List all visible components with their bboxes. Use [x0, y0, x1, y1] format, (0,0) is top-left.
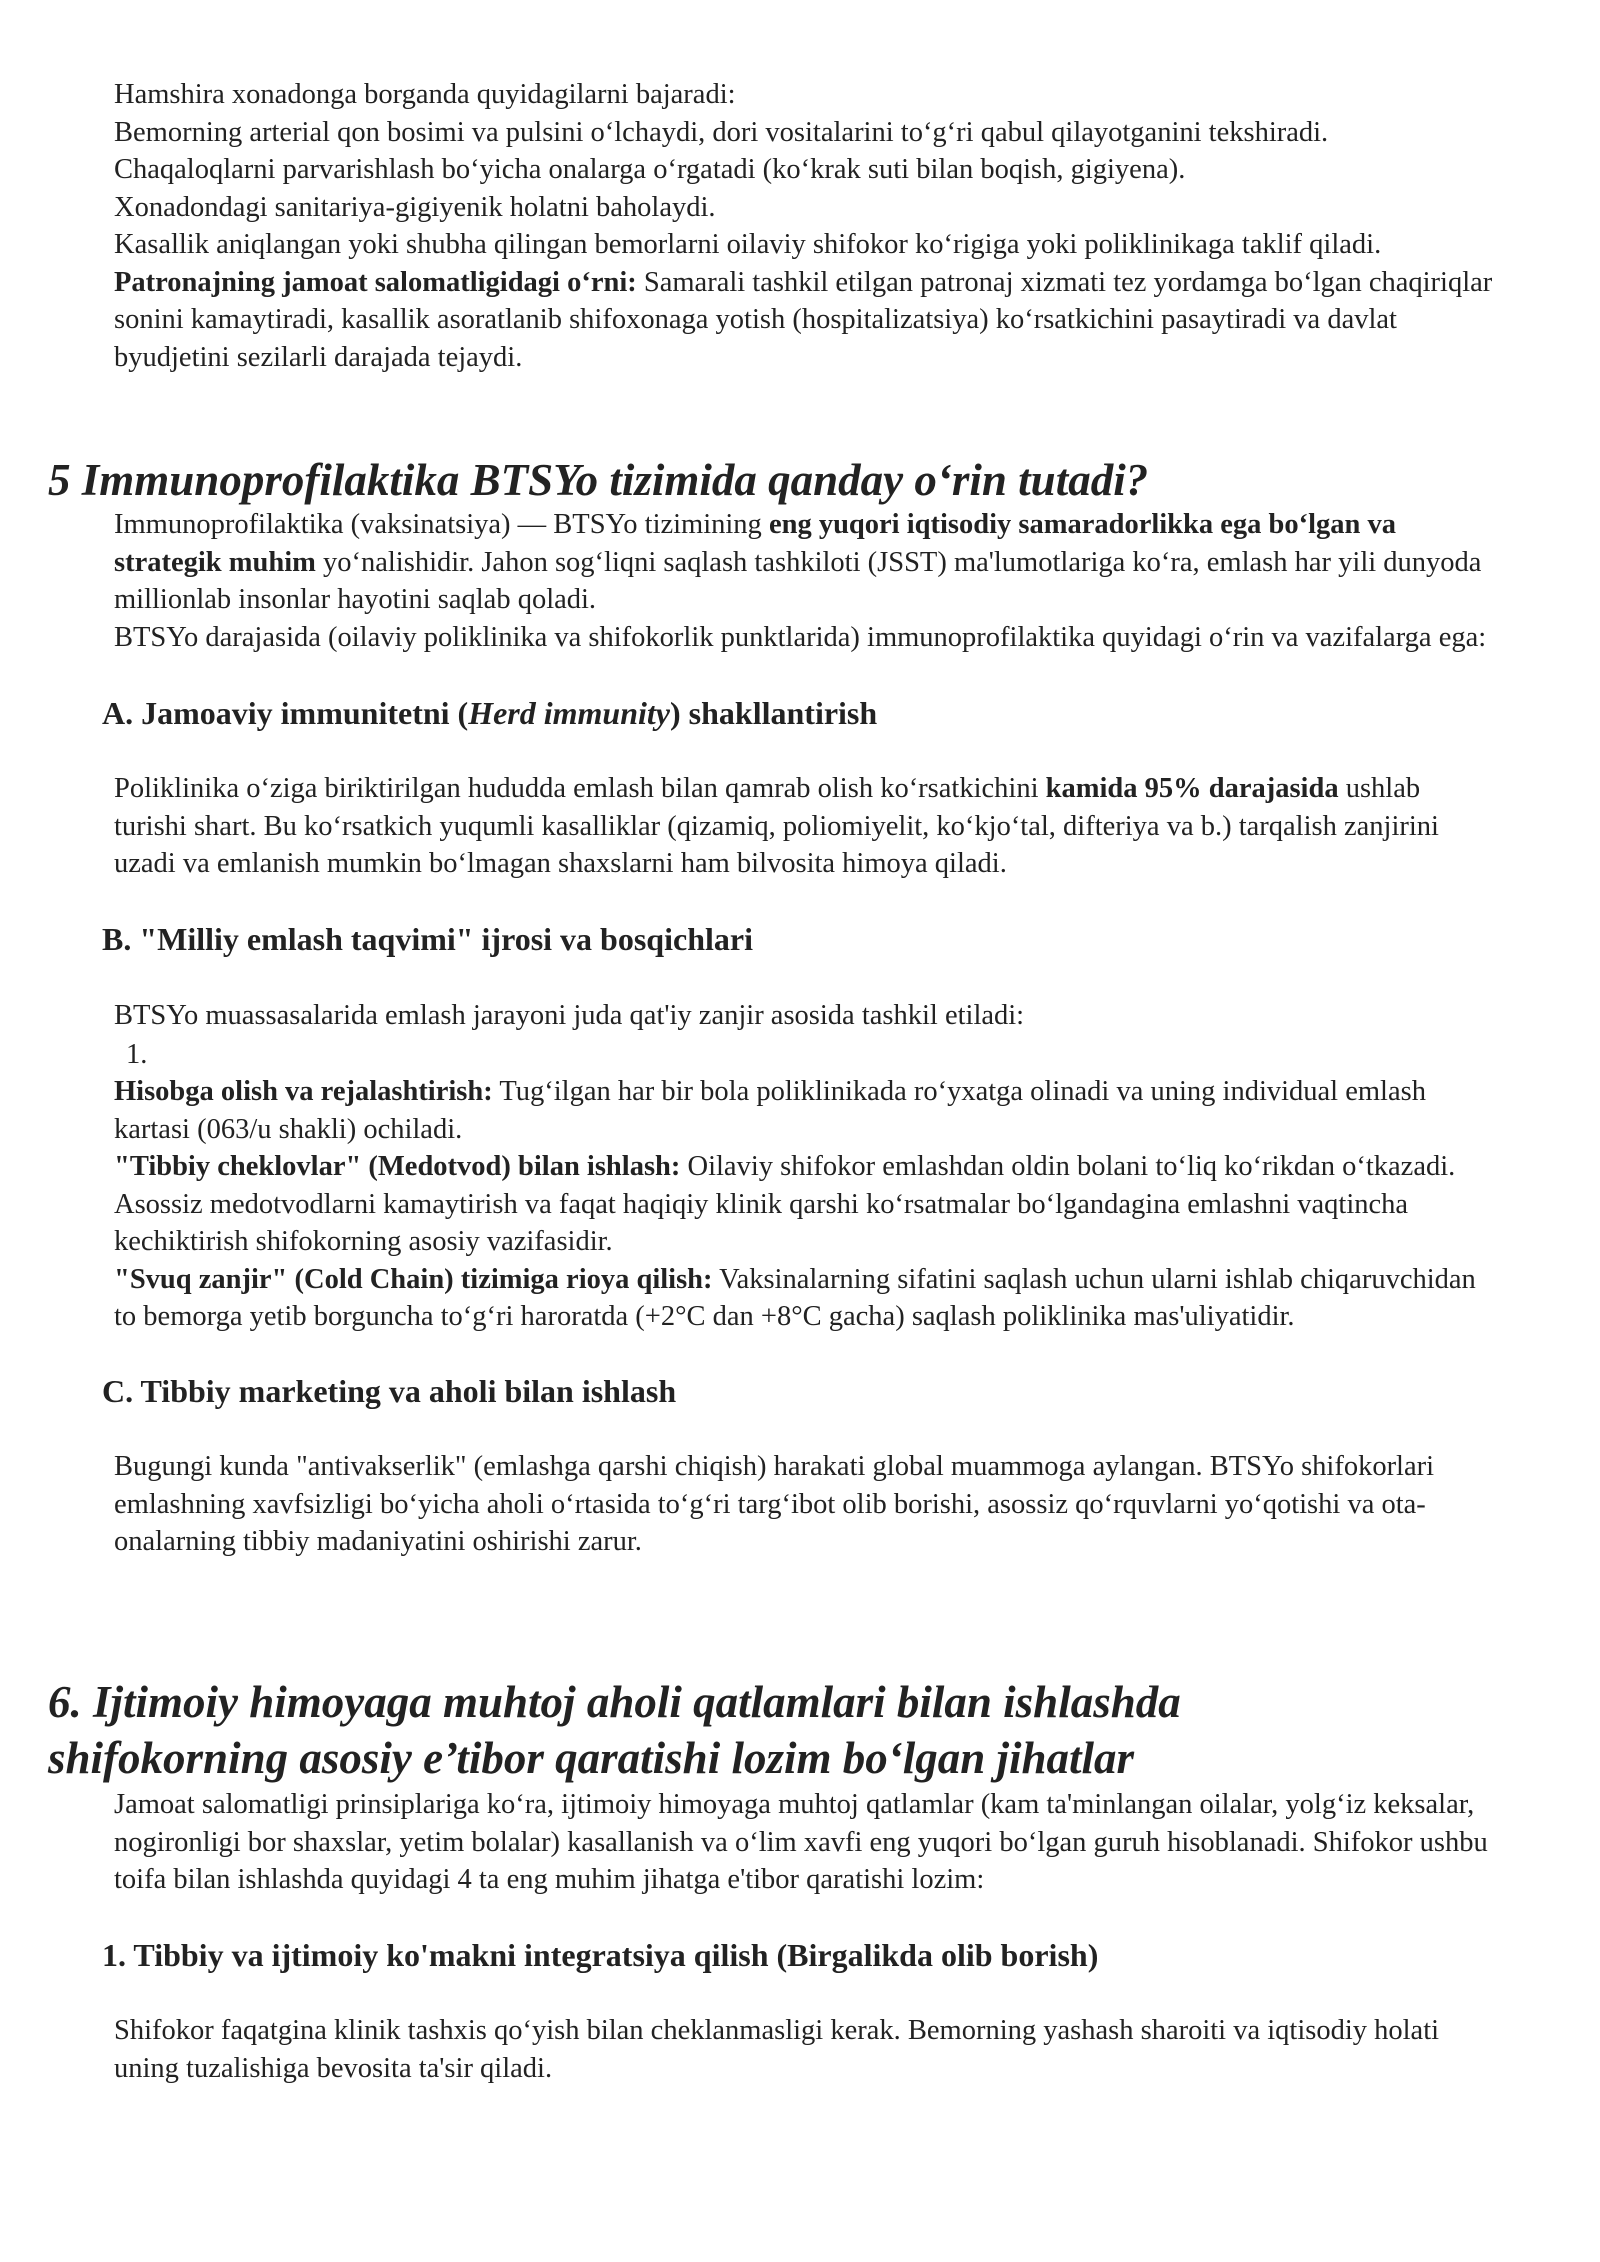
section-6-heading — [48, 1674, 1528, 1786]
paragraph: Bemorning arterial qon bosimi va pulsini oʻlchaydi, dori vositalarini toʻgʻri qabul qilayotganini tekshiradi. — [114, 116, 1329, 148]
subsection-a-heading: A. Jamoaviy immunitetni (Herd immunity) shakllantirish — [102, 695, 878, 731]
list-item: "Tibbiy cheklovlar" (Medotvod) bilan ishlash: Oilaviy shifokor emlashdan oldin bolani toʻliq koʻrikdan oʻtkazadi. Asossiz medotvodlarni kamaytirish va faqat haqiqiy klinik qarshi koʻrsatmalar boʻlgandagina emlashni vaqtincha kechiktirish shifokorning asosiy vazifasidir. — [114, 1151, 1456, 1257]
subsection-c-heading: C. Tibbiy marketing va aholi bilan ishlash — [102, 1373, 677, 1409]
subsection-b-intro — [114, 997, 1494, 1035]
paragraph: Poliklinika oʻziga biriktirilgan hududda emlash bilan qamrab olish koʻrsatkichini kamida 95% darajasida ushlab turishi shart. Bu koʻrsatkich yuqumli kasalliklar (qizamiq, poliomiyelit, koʻkjoʻtal, difteriya va b.) tarqalish zanjirini uzadi va emlanish mumkin boʻlmagan shaxslarni ham bilvosita himoya qiladi. — [114, 773, 1439, 879]
section-6-heading-line1: 6. Ijtimoiy himoyaga muhtoj aholi qatlamlari bilan ishlashda — [48, 1677, 1181, 1727]
home-visit-block — [114, 76, 1494, 376]
subsection-b-heading: B. "Milliy emlash taqvimi" ijrosi va bosqichlari — [102, 921, 753, 957]
paragraph: Kasallik aniqlangan yoki shubha qilingan bemorlarni oilaviy shifokor koʻrigiga yoki poliklinikaga taklif qiladi. — [114, 229, 1382, 260]
patronaj-text: Samarali tashkil etilgan patronaj xizmati tez yordamga boʻlgan chaqiriqlar sonini kamaytiradi, kasallik asoratlanib shifoxonaga yotish (hospitalizatsiya) koʻrsatkichini pasaytiradi va davlat byudjetini sezilarli darajada tejaydi. — [114, 266, 1493, 373]
paragraph: Bugungi kunda "antivakserlik" (emlashga qarshi chiqish) harakati global muammoga aylangan. BTSYo shifokorlari emlashning xavfsizligi boʻyicha aholi oʻrtasida toʻgʻri targʻibot olib borishi, asossiz qoʻrquvlarni yoʻqotishi va ota-onalarning tibbiy madaniyatini oshirishi zarur. — [114, 1451, 1435, 1557]
paragraph: Jamoat salomatligi prinsiplariga koʻra, ijtimoiy himoyaga muhtoj qatlamlar (kam ta'minlangan oilalar, yolgʻiz keksalar, nogironligi bor shaxslar, yetim bolalar) kasallanish va oʻlim xavfi eng yuqori boʻlgan guruh hisoblanadi. Shifokor ushbu toifa bilan ishlashda quyidagi 4 ta eng muhim jihatga e'tibor qaratishi lozim: — [114, 1789, 1488, 1895]
subsection-c-text — [114, 1448, 1494, 1561]
list-item: "Svuq zanjir" (Cold Chain) tizimiga rioya qilish: Vaksinalarning sifatini saqlash uchun ularni ishlab chiqaruvchidan to bemorga yetib borguncha toʻgʻri haroratda (+2°C dan +8°C gacha) saqlash poliklinika mas'uliyatidir. — [114, 1263, 1476, 1332]
subsection-a-text — [114, 770, 1494, 883]
section-5-heading: 5 Immunoprofilaktika BTSYo tizimida qanday oʻrin tutadi? — [48, 455, 1149, 505]
paragraph: Immunoprofilaktika (vaksinatsiya) — BTSYo tizimining eng yuqori iqtisodiy samaradorlikka ega boʻlgan va strategik muhim yoʻnalishidir. Jahon sogʻliqni saqlash tashkiloti (JSST) ma'lumotlariga koʻra, emlash har yili dunyoda millionlab insonlar hayotini saqlab qoladi. — [114, 509, 1482, 615]
paragraph: Hamshira xonadonga borganda quyidagilarni bajaradi: — [114, 79, 736, 110]
section-6-heading-line2: shifokorning asosiy e’tibor qaratishi lozim boʻlgan jihatlar — [48, 1733, 1135, 1783]
list-number: 1. — [126, 1039, 148, 1070]
paragraph: Chaqaloqlarni parvarishlash boʻyicha onalarga oʻrgatadi (koʻkrak suti bilan boqish, gigiyena). — [114, 154, 1186, 185]
paragraph: Xonadondagi sanitariya-gigiyenik holatni baholaydi. — [114, 191, 716, 223]
subsection-6-1-heading: 1. Tibbiy va ijtimoiy ko'makni integratsiya qilish (Birgalikda olib borish) — [102, 1937, 1099, 1973]
section-5-intro — [114, 506, 1494, 656]
patronaj-paragraph — [114, 264, 1494, 377]
paragraph: BTSYo muassasalarida emlash jarayoni juda qat'iy zanjir asosida tashkil etiladi: — [114, 1000, 1025, 1031]
subsection-b-items — [114, 1073, 1494, 1336]
patronaj-label: Patronajning jamoat salomatligidagi oʻrni: — [114, 266, 637, 298]
paragraph: BTSYo darajasida (oilaviy poliklinika va shifokorlik punktlarida) immunoprofilaktika quyidagi oʻrin va vazifalarga ega: — [114, 621, 1487, 653]
paragraph: Shifokor faqatgina klinik tashxis qoʻyish bilan cheklanmasligi kerak. Bemorning yashash sharoiti va iqtisodiy holati uning tuzalishiga bevosita ta'sir qiladi. — [114, 2015, 1440, 2084]
subsection-6-1-text — [114, 2012, 1494, 2087]
section-6-intro — [114, 1786, 1494, 1899]
list-item: Hisobga olish va rejalashtirish: Tugʻilgan har bir bola poliklinikada roʻyxatga olinadi va uning individual emlash kartasi (063/u shakli) ochiladi. — [114, 1076, 1426, 1145]
